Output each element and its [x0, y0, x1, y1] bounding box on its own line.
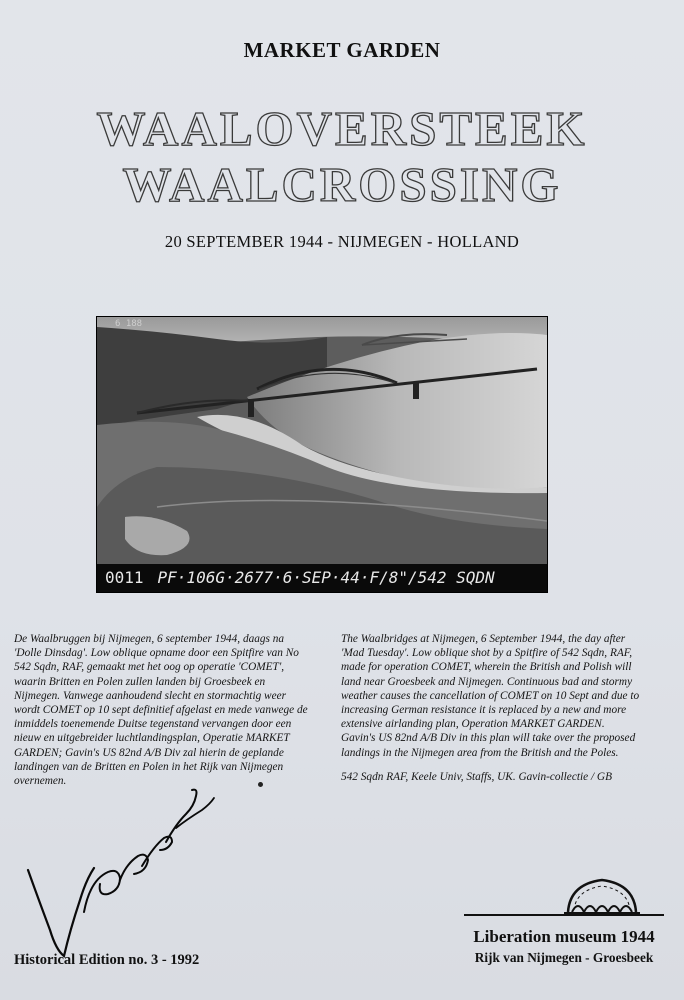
- dome-arches-icon: [562, 874, 642, 914]
- frame-caption: PF·106G·2677·6·SEP·44·F/8"/542 SQDN: [157, 568, 495, 587]
- bridge-photo-image: [97, 317, 547, 592]
- title-dutch: WAALOVERSTEEK: [96, 101, 588, 156]
- handwritten-signature: [26, 780, 216, 960]
- museum-location: Rijk van Nijmegen - Groesbeek: [474, 950, 654, 965]
- title-english: WAALCROSSING: [122, 157, 562, 212]
- museum-name: Liberation museum 1944: [473, 927, 655, 946]
- english-text-column: [341, 632, 641, 794]
- date-place-line: 20 SEPTEMBER 1944 - NIJMEGEN - HOLLAND: [164, 232, 520, 251]
- photo-caption-strip: [97, 564, 547, 592]
- frame-number: 0011: [105, 568, 144, 587]
- logo-rule: [464, 914, 664, 916]
- aerial-photo: [96, 316, 548, 593]
- dutch-text-column: [14, 632, 314, 798]
- edition-label: Historical Edition no. 3 - 1992: [14, 952, 200, 968]
- english-paragraph: The Waalbridges at Nijmegen, 6 September 1944, the day after 'Mad Tuesday'. Low oblique shot by a Spitfire of 542 Sqdn, RAF, made for operation COMET, wherein the British and Polish will land near Groesbeek and Nijmegen. Continuous bad and stormy weather causes the cancellation of COMET on 10 Sept and due to increasing German resistance it is replaced by a new and more extensive airlanding plan, Operation MARKET GARDEN. Gavin's US 82nd A/B Div in this plan will take over the proposed landings in the Nijmegen area from the British and the Poles.: [341, 633, 640, 759]
- photo-credit: 542 Sqdn RAF, Keele Univ, Staffs, UK. Gavin-collectie / GB: [341, 770, 612, 783]
- dutch-paragraph: De Waalbruggen bij Nijmegen, 6 september 1944, daags na 'Dolle Dinsdag'. Low oblique opname door een Spitfire van No 542 Sqdn, RAF, gemaakt met het oog op operatie 'COMET', waarin Britten en Polen zullen landen bij Groesbeek en Nijmegen. Vanwege aanhoudend slecht en stormachtig weer wordt COMET op 10 sept definitief afgelast en mede vanwege de inmiddels toenemende Duitse tegenstand vervangen door een nieuw en uitgebreider luchtlandingsplan, Operatie MARKET GARDEN; Gavin's US 82nd A/B Div zal hierin de geplande landingen van de Britten en Polen in het Rijk van Nijmegen overnemen.: [14, 633, 308, 788]
- series-title: MARKET GARDEN: [243, 38, 441, 62]
- ink-speck: [258, 782, 263, 787]
- photo-corner-mark: 6 188: [115, 319, 143, 329]
- museum-logo: [464, 874, 664, 974]
